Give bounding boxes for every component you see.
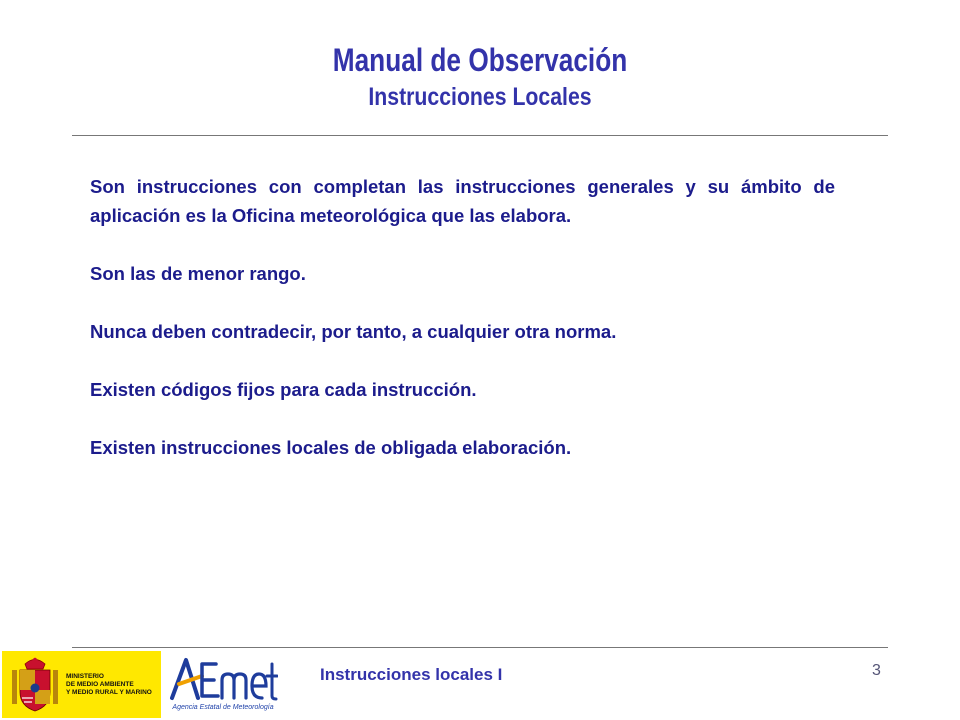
agency-caption: Agencia Estatal de Meteorología bbox=[172, 704, 274, 711]
ministry-name: MINISTERIO DE MEDIO AMBIENTE Y MEDIO RURAL Y MARINO bbox=[66, 672, 152, 696]
footer-title: Instrucciones locales I bbox=[320, 665, 503, 684]
page-subtitle: Instrucciones Locales bbox=[368, 83, 592, 111]
header-divider bbox=[72, 135, 888, 136]
paragraph-rank: Son las de menor rango. bbox=[90, 263, 306, 284]
paragraph-fixed-codes: Existen códigos fijos para cada instrucción. bbox=[90, 379, 477, 400]
header bbox=[0, 40, 960, 113]
slide-body bbox=[90, 172, 835, 491]
footer-divider bbox=[72, 647, 888, 648]
svg-text:AEmet: AEmet bbox=[228, 662, 232, 663]
page-number: 3 bbox=[872, 662, 881, 679]
aemet-wordmark-icon bbox=[168, 654, 278, 704]
paragraph-mandatory: Existen instrucciones locales de obligada elaboración. bbox=[90, 437, 572, 458]
page-title: Manual de Observación bbox=[332, 42, 628, 78]
aemet-logo bbox=[168, 654, 278, 716]
paragraph-no-contradiction: Nunca deben contradecir, por tanto, a cualquier otra norma. bbox=[90, 321, 617, 342]
coat-of-arms-icon bbox=[10, 656, 60, 714]
paragraph-scope: Son instrucciones con completan las instrucciones generales y su ámbito de aplicación es la Oficina meteorológica que las elabora. bbox=[90, 176, 835, 226]
ministry-logo bbox=[2, 651, 161, 718]
